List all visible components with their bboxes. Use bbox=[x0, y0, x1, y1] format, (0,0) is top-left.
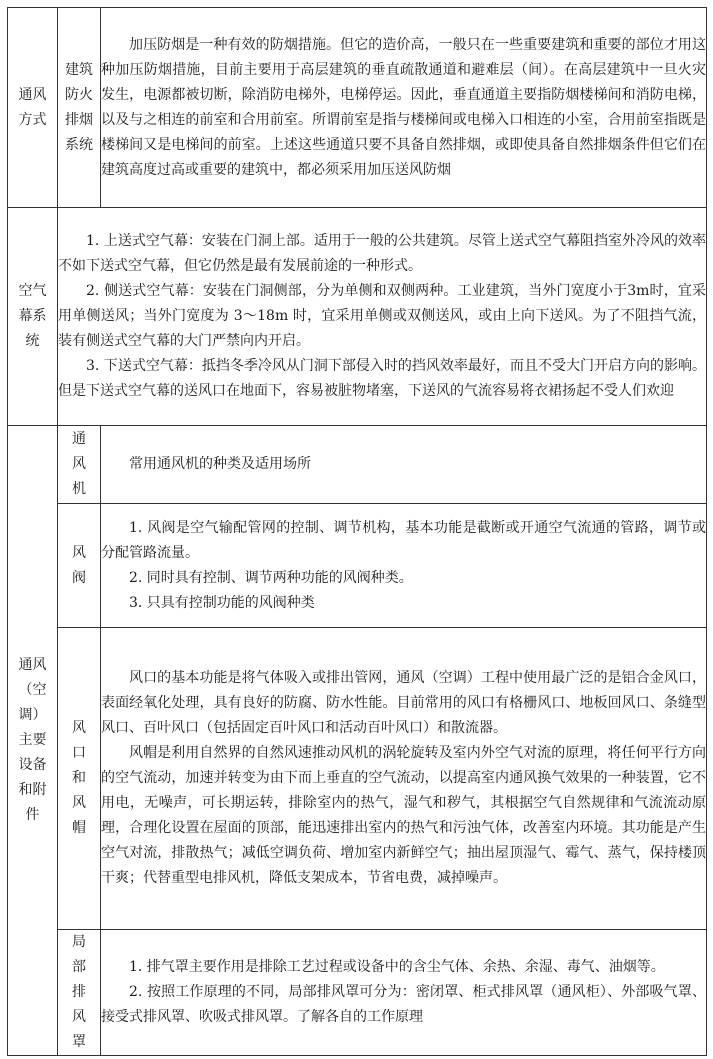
content-local-hood bbox=[101, 930, 707, 1056]
damper-item-1: 1. 风阀是空气输配管网的控制、调节机构，基本功能是截断或开通空气流通的管路，调节或分配管路流量。 bbox=[101, 519, 706, 561]
row-fan bbox=[8, 426, 707, 504]
label-equipment: 通风（空调）主要设备和附件 bbox=[8, 426, 58, 1056]
outlet-paragraph: 风口的基本功能是将气体吸入或排出管网，通风（空调）工程中使用最广泛的是铝合金风口，表面经氧化处理，具有良好的防腐、防水性能。目前常用的风口有格栅风口、地板回风口、条缝型风口、百叶风口（包括固定百叶风口和活动百叶风口）和散流器。 bbox=[101, 670, 706, 736]
pressurized-smoke-control-text: 加压防烟是一种有效的防烟措施。但它的造价高，一般只在一些重要建筑和重要的部位才用这种加压防烟措施，目前主要用于高层建筑的垂直疏散通道和避难层（间）。在高层建筑中一旦火灾发生，电源都被切断，除消防电梯外，电梯停运。因此，垂直通道主要指防烟楼梯间和消防电梯，以及与之相连的前室和合用前室。所谓前室是指与楼梯间或电梯入口相连的小室，合用前室指既是楼梯间又是电梯间的前室。上述这些通道只要不具备自然排烟，或即使具备自然排烟条件但它们在建筑高度过高或重要的建筑中，都必须采用加压送风防烟 bbox=[101, 36, 706, 178]
content-ventilation-method bbox=[101, 8, 707, 208]
content-damper bbox=[101, 504, 707, 628]
hood-item-2: 2. 按照工作原理的不同，局部排风罩可分为：密闭罩、柜式排风罩（通风柜）、外部吸气罩、接受式排风罩、吹吸式排风罩。了解各自的工作原理 bbox=[101, 984, 706, 1025]
air-curtain-item-2: 2. 侧送式空气幕：安装在门洞侧部，分为单侧和双侧两种。工业建筑，当外门宽度小于3m时，宜采用单侧送风；当外门宽度为 3～18m 时，宜采用单侧或双侧送风，或由上向下送风。为了不阻挡气流，装有侧送式空气幕的大门严禁向内开启。 bbox=[58, 283, 706, 349]
hood-item-1: 1. 排气罩主要作用是排除工艺过程或设备中的含尘气体、余热、余湿、毒气、油烟等。 bbox=[129, 959, 665, 975]
damper-item-2: 2. 同时具有控制、调节两种功能的风阀种类。 bbox=[129, 569, 413, 586]
air-curtain-item-3: 3. 下送式空气幕：抵挡冬季冷风从门洞下部侵入时的挡风效率最好，而且不受大门开启方向的影响。但是下送式空气幕的送风口在地面下，容易被脏物堵塞，下送风的气流容易将衣裙扬起不受人们欢迎 bbox=[58, 358, 706, 399]
label-local-hood: 局部排风罩 bbox=[58, 930, 101, 1056]
label-damper: 风阀 bbox=[58, 504, 101, 628]
label-outlet-cap: 风口和风帽 bbox=[58, 628, 101, 930]
label-air-curtain: 空气幕系统 bbox=[8, 208, 58, 426]
row-air-curtain bbox=[8, 208, 707, 426]
label-ventilation-method: 通风方式 bbox=[8, 8, 58, 208]
row-outlet-cap bbox=[8, 628, 707, 930]
row-local-hood bbox=[8, 930, 707, 1056]
ventilation-spec-table bbox=[7, 7, 707, 1056]
fan-types-text: 常用通风机的种类及适用场所 bbox=[129, 456, 311, 472]
label-fan: 通风机 bbox=[58, 426, 101, 504]
row-damper bbox=[8, 504, 707, 628]
content-air-curtain bbox=[58, 208, 707, 426]
content-outlet-cap bbox=[101, 628, 707, 930]
label-fire-smoke-system: 建筑防火排烟系统 bbox=[58, 8, 101, 208]
damper-item-3: 3. 只具有控制功能的风阀种类 bbox=[129, 594, 315, 611]
row-ventilation-method bbox=[8, 8, 707, 208]
cap-paragraph: 风帽是利用自然界的自然风速推动风机的涡轮旋转及室内外空气对流的原理，将任何平行方向的空气流动，加速并转变为由下而上垂直的空气流动，以提高室内通风换气效果的一种装置，它不用电，无噪声，可长期运转，排除室内的热气，湿气和秽气，其根据空气自然规律和气流流动原理，合理化设置在屋面的顶部，能迅速排出室内的热气和污浊气体，改善室内环境。其功能是产生空气对流，排散热气；减低空调负荷、增加室内新鲜空气；抽出屋顶湿气、霉气、蒸气，保持楼顶干爽；代替重型电排风机，降低支架成本，节省电费，减掉噪声。 bbox=[101, 745, 706, 886]
air-curtain-item-1: 1. 上送式空气幕：安装在门洞上部。适用于一般的公共建筑。尽管上送式空气幕阻挡室外冷风的效率不如下送式空气幕，但它仍然是最有发展前途的一种形式。 bbox=[58, 233, 706, 274]
content-fan bbox=[101, 426, 707, 504]
